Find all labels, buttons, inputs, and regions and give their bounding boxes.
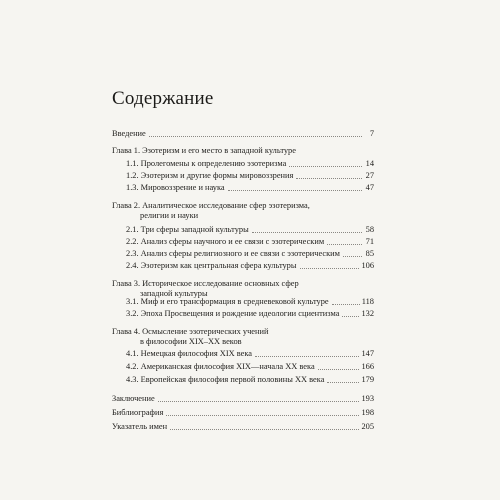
dot-leader bbox=[342, 316, 359, 317]
chapter-heading-text: Глава 2. Аналитическое исследование сфер эзотеризма, bbox=[112, 201, 310, 210]
dot-leader bbox=[252, 232, 362, 233]
chapter-1-heading[interactable] bbox=[112, 146, 374, 156]
toc-entry-4-1[interactable] bbox=[112, 349, 374, 359]
dot-leader bbox=[318, 369, 360, 370]
toc-entry-3-2[interactable] bbox=[112, 309, 374, 319]
toc-entry-page: 132 bbox=[361, 309, 374, 318]
toc-entry-label: 4.2. Американская философия XIX—начала XX века bbox=[126, 362, 315, 371]
toc-entry-label: 3.1. Миф и его трансформация в средневековой культуре bbox=[126, 297, 329, 306]
toc-entry-page: 27 bbox=[365, 171, 374, 180]
toc-entry-2-4[interactable] bbox=[112, 261, 374, 271]
toc-entry-index[interactable] bbox=[112, 422, 374, 432]
dot-leader bbox=[228, 190, 362, 191]
toc-entry-label: 3.2. Эпоха Просвещения и рождение идеологии сциентизма bbox=[126, 309, 340, 318]
chapter-heading-text: Глава 1. Эзотеризм и его место в западной культуре bbox=[112, 146, 296, 155]
chapter-heading-text: Глава 4. Осмысление эзотерических учений bbox=[112, 327, 269, 336]
toc-entry-intro[interactable] bbox=[112, 129, 374, 139]
toc-entry-conclusion[interactable] bbox=[112, 394, 374, 404]
dot-leader bbox=[289, 166, 362, 167]
toc-entry-page: 198 bbox=[361, 408, 374, 417]
toc-entry-page: 7 bbox=[369, 129, 374, 138]
toc-entry-2-3[interactable] bbox=[112, 249, 374, 259]
toc-entry-page: 106 bbox=[361, 261, 374, 270]
dot-leader bbox=[327, 382, 359, 383]
toc-entry-label: 2.1. Три сферы западной культуры bbox=[126, 225, 249, 234]
toc-entry-4-3[interactable] bbox=[112, 375, 374, 385]
dot-leader bbox=[149, 136, 362, 137]
toc-entry-page: 47 bbox=[365, 183, 374, 192]
dot-leader bbox=[332, 304, 360, 305]
chapter-heading-text-cont: в философии XIX–XX веков bbox=[140, 337, 242, 346]
chapter-heading-text: Глава 3. Историческое исследование основных сфер bbox=[112, 279, 299, 288]
toc-entry-3-1[interactable] bbox=[112, 297, 374, 307]
page-title: Содержание bbox=[112, 88, 214, 109]
toc-entry-page: 14 bbox=[365, 159, 374, 168]
toc-entry-1-1[interactable] bbox=[112, 159, 374, 169]
dot-leader bbox=[343, 256, 362, 257]
toc-entry-page: 205 bbox=[361, 422, 374, 431]
toc-entry-page: 58 bbox=[365, 225, 374, 234]
toc-entry-2-1[interactable] bbox=[112, 225, 374, 235]
toc-entry-label: 4.3. Европейская философия первой половины XX века bbox=[126, 375, 325, 384]
dot-leader bbox=[158, 401, 360, 402]
chapter-heading-text-cont: западной культуры bbox=[140, 289, 208, 298]
chapter-4-heading[interactable] bbox=[112, 327, 374, 347]
toc-entry-label: 2.2. Анализ сферы научного и ее связи с эзотерическим bbox=[126, 237, 325, 246]
toc-entry-label: 4.1. Немецкая философия XIX века bbox=[126, 349, 253, 358]
chapter-3-heading[interactable] bbox=[112, 279, 374, 299]
toc-entry-bibliography[interactable] bbox=[112, 408, 374, 418]
dot-leader bbox=[166, 415, 359, 416]
toc-entry-1-2[interactable] bbox=[112, 171, 374, 181]
chapter-heading-text-cont: религии и науки bbox=[140, 211, 199, 220]
toc-entry-4-2[interactable] bbox=[112, 362, 374, 372]
toc-entry-page: 71 bbox=[365, 237, 374, 246]
toc-entry-page: 147 bbox=[361, 349, 374, 358]
toc-entry-label: Указатель имен bbox=[112, 422, 168, 431]
toc-entry-label: 1.3. Мировоззрение и наука bbox=[126, 183, 225, 192]
toc-entry-label: Введение bbox=[112, 129, 146, 138]
toc-entry-label: 1.1. Пролегомены к определению эзотеризма bbox=[126, 159, 287, 168]
toc-entry-page: 85 bbox=[365, 249, 374, 258]
toc-entry-label: 2.3. Анализ сферы религиозного и ее связи с эзотерическим bbox=[126, 249, 340, 258]
toc-entry-page: 118 bbox=[361, 297, 374, 306]
toc-entry-2-2[interactable] bbox=[112, 237, 374, 247]
toc-entry-1-3[interactable] bbox=[112, 183, 374, 193]
toc-entry-label: 2.4. Эзотеризм как центральная сфера культуры bbox=[126, 261, 297, 270]
dot-leader bbox=[300, 268, 360, 269]
toc-entry-label: 1.2. Эзотеризм и другие формы мировоззрения bbox=[126, 171, 294, 180]
toc-entry-label: Библиография bbox=[112, 408, 164, 417]
toc-entry-page: 179 bbox=[361, 375, 374, 384]
toc-entry-label: Заключение bbox=[112, 394, 155, 403]
chapter-2-heading[interactable] bbox=[112, 201, 374, 221]
toc-entry-page: 166 bbox=[361, 362, 374, 371]
dot-leader bbox=[327, 244, 362, 245]
toc-entry-page: 193 bbox=[361, 394, 374, 403]
dot-leader bbox=[255, 356, 359, 357]
dot-leader bbox=[296, 178, 362, 179]
dot-leader bbox=[170, 429, 359, 430]
